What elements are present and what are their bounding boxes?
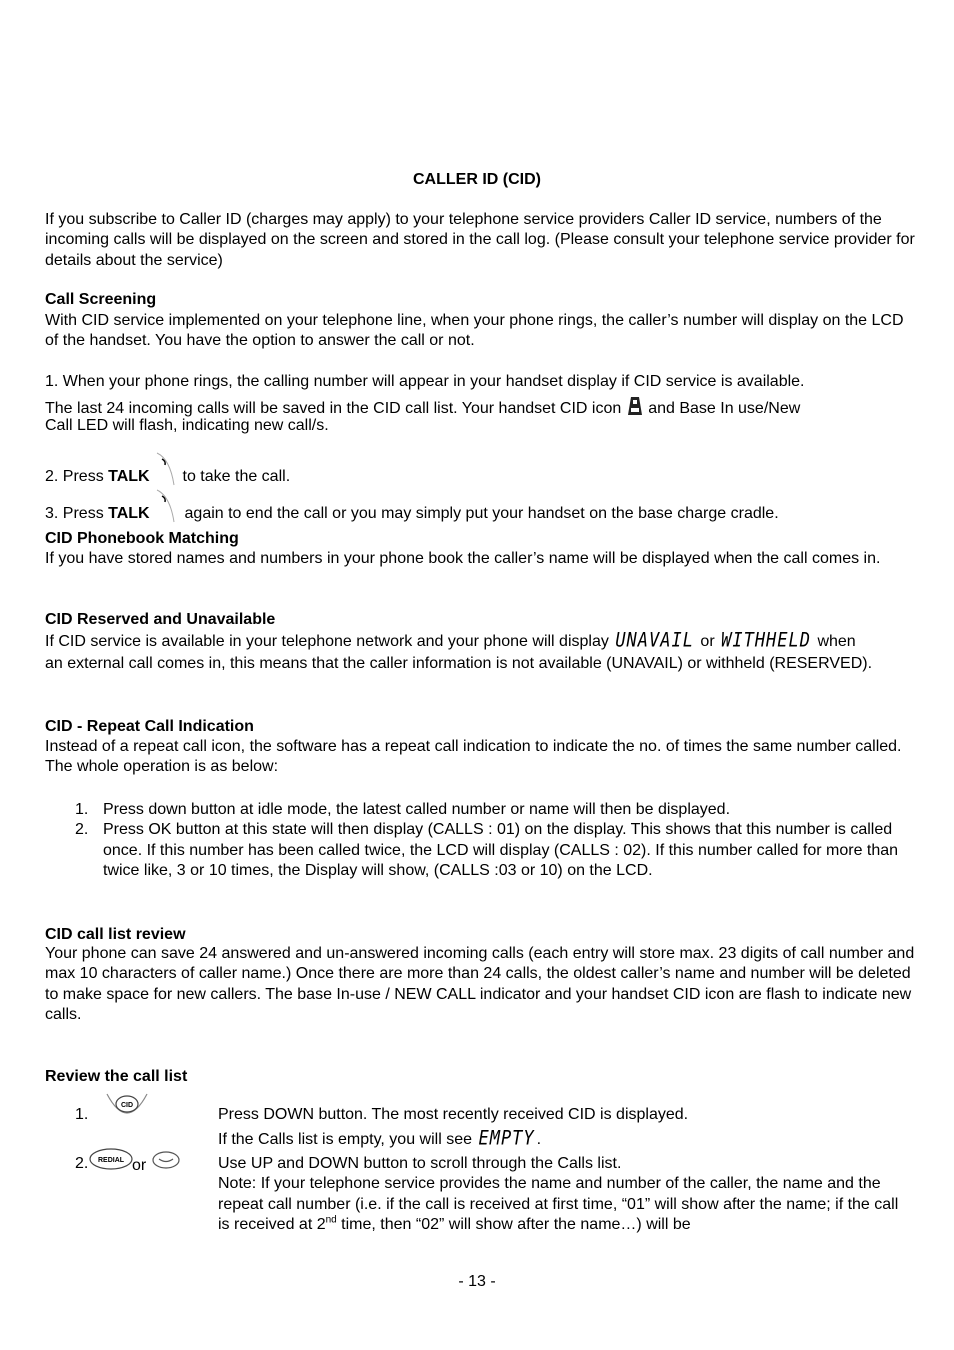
down-key-icon [151, 1150, 181, 1176]
talk-key-label: TALK [108, 468, 150, 485]
repeat-call-heading: CID - Repeat Call Indication [45, 718, 254, 735]
page-number: - 13 - [458, 1273, 496, 1290]
redial-key-icon [88, 1146, 134, 1178]
review-step-1-text: Press DOWN button. The most recently received CID is displayed. [218, 1106, 689, 1123]
call-screening-text: With CID service implemented on your telephone line, when your phone rings, the caller’s number will display on the LCD of the handset. You have the option to answer the call or not. [45, 312, 904, 350]
review-step-2-text: Use UP and DOWN button to scroll through the Calls list. [218, 1155, 622, 1172]
repeat-call-text: Instead of a repeat call icon, the software has a repeat call indication to indicate the no. of times the same number called. The whole operation is as below: [45, 738, 902, 776]
cid-reserved-text: an external call comes in, this means that the caller information is not available (UNAVAIL) or withheld (RESERVED). [45, 655, 873, 672]
cid-reserved-heading: CID Reserved and Unavailable [45, 611, 276, 628]
review-step-2-note: Note: If your telephone service provides the name and number of the caller, the name and the repeat call number (i.e. if the call is received at first time, “01” will show after the name; if the call is received at 2nd time, then “02” will show after the name…) will be [218, 1175, 899, 1234]
review-step-1-empty-line: If the Calls list is empty, you will see EMPTY . [218, 1127, 542, 1151]
cid-key-label: CID [120, 1102, 134, 1109]
lcd-empty-display: EMPTY [478, 1127, 535, 1151]
talk-key-icon [154, 451, 178, 487]
call-list-review-heading: CID call list review [45, 926, 186, 943]
call-screening-heading: Call Screening [45, 291, 157, 308]
phonebook-matching-heading: CID Phonebook Matching [45, 530, 239, 547]
redial-key-label: REDIAL [97, 1157, 125, 1164]
screening-step-1: 1. When your phone rings, the calling number will appear in your handset display if CID service is available. [45, 373, 805, 390]
list-item: 1. Press down button at idle mode, the latest called number or name will then be displayed. [75, 801, 731, 818]
screening-step-3: 3. Press TALK again to end the call or you may simply put your handset on the base charge cradle. [45, 488, 915, 524]
page-title: CALLER ID (CID) [413, 171, 541, 188]
intro-paragraph: If you subscribe to Caller ID (charges may apply) to your telephone service providers Caller ID service, numbers of the incoming calls will be displayed on the screen and stored in the call log. (Please consult your telephone service provider for details about the service) [45, 211, 915, 269]
lcd-withheld-display: WITHHELD [721, 629, 811, 653]
screening-step-2: 2. Press TALK to take the call. [45, 451, 915, 487]
list-item: 2. Press OK button at this state will then display (CALLS : 01) on the display. This shows that this number is called once. If this number has been called twice, the LCD will display (CALLS : 02). If this number called for more than twice like, 3 or 10 times, the Display will show, (CALLS :03 or 10) on the LCD. [75, 821, 899, 880]
handset-cid-icon [626, 396, 644, 416]
talk-key-label: TALK [108, 505, 150, 522]
repeat-call-steps [75, 800, 915, 882]
call-list-review-text: Your phone can save 24 answered and un-answered incoming calls (each entry will store max. 23 digits of call number and max 10 characters of caller name.) Once there are more than 24 calls, the oldest caller’s name and number will be deleted to make space for new callers. The base In-use / NEW CALL indicator and your handset CID icon are flash to indicate new calls. [45, 945, 915, 1024]
review-call-list-heading: Review the call list [45, 1068, 188, 1085]
phonebook-matching-text: If you have stored names and numbers in your phone book the caller’s name will be displayed when the call comes in. [45, 550, 881, 567]
screening-step-1-cont: The last 24 incoming calls will be saved in the CID call list. Your handset CID icon and Base In use/New [45, 396, 915, 419]
cid-key-icon [103, 1088, 151, 1128]
talk-key-icon [154, 488, 180, 524]
cid-reserved-line-1: If CID service is available in your telephone network and your phone will display UNAVAIL or WITHHELD when [45, 629, 856, 653]
lcd-unavail-display: UNAVAIL [615, 629, 694, 653]
screening-step-1-end: Call LED will flash, indicating new call/s. [45, 417, 329, 434]
